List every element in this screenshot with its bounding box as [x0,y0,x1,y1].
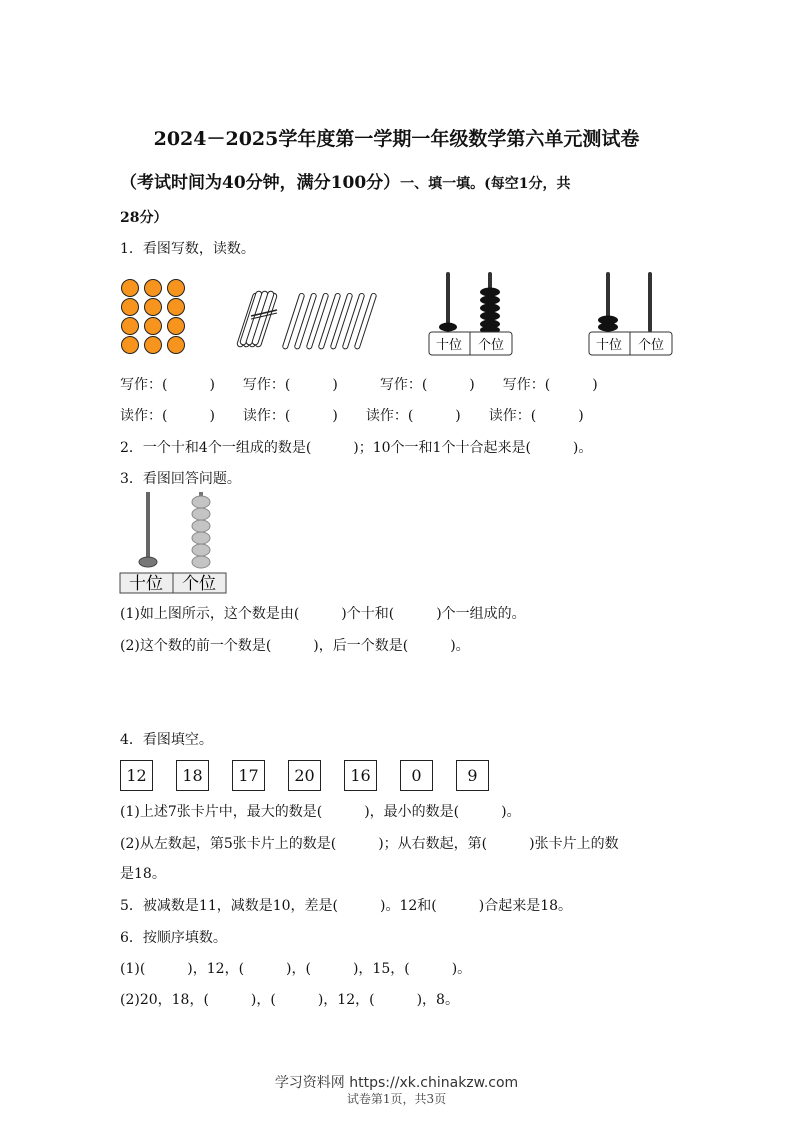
q1-read-row: 读作：( ) 读作：( ) 读作：( ) 读作：( ) [120,408,584,424]
q4-sub2b: 是18。 [120,866,166,882]
q4-sub2a: (2)从左数起，第5张卡片上的数是( )；从右数起，第( )张卡片上的数 [120,836,619,852]
counter-dot [122,280,139,297]
counter-dot [122,299,139,316]
q1-write-row: 写作：( ) 写作：( ) 写作：( ) 写作：( ) [120,377,598,393]
section-heading-cont: 28分） [120,210,168,226]
page-title: 2024－2025学年度第一学期一年级数学第六单元测试卷 [153,128,640,150]
counter-dot [145,280,162,297]
number-card: 0 [400,760,433,791]
q3-sub2: (2)这个数的前一个数是( )，后一个数是( )。 [120,638,470,654]
number-card: 20 [288,760,321,791]
counters-image [118,276,188,356]
tens-label: 十位 [435,338,463,353]
q4-prompt: 4．看图填空。 [120,732,213,748]
q1-prompt: 1．看图写数，读数。 [120,241,255,257]
q6-prompt: 6．按顺序填数。 [120,930,227,946]
abacus-3 [119,490,229,595]
q3-prompt: 3．看图回答问题。 [120,471,241,487]
bead [439,323,457,332]
counter-dot [168,318,185,335]
exam-subtitle [120,168,571,193]
counter-dot [145,299,162,316]
sticks-image [243,286,378,352]
q6-sub1: (1)( )，12，( )，( )，15，( )。 [120,961,472,977]
number-card: 17 [232,760,265,791]
ones-label: 个位 [637,338,665,353]
tens-label: 十位 [595,338,623,353]
counter-dot [122,318,139,335]
counter-dot [145,318,162,335]
counter-dot [168,337,185,354]
watermark: 学习资料网 https://xk.chinakzw.com [274,1075,519,1091]
page-number: 试卷第1页，共3页 [346,1092,447,1106]
q3-sub1: (1)如上图所示，这个数是由( )个十和( )个一组成的。 [120,606,526,622]
q5-text: 5．被减数是11，减数是10，差是( )。12和( )合起来是18。 [120,898,573,914]
bead [139,557,157,567]
number-card: 16 [344,760,377,791]
number-card: 18 [176,760,209,791]
counter-dot [122,337,139,354]
number-card: 12 [120,760,153,791]
q6-sub2: (2)20，18，( )，( )，12，( )，8。 [120,992,459,1008]
counter-dot [168,299,185,316]
abacus-2 [588,270,674,358]
ones-label: 个位 [477,338,505,353]
tens-label: 十位 [129,574,163,594]
q2-text: 2．一个十和4个一组成的数是( )；10个一和1个十合起来是( )。 [120,440,593,456]
counter-dot [168,280,185,297]
number-card: 9 [456,760,489,791]
section-heading: 一、填一填。(每空1分，共 [400,176,571,192]
ones-label: 个位 [182,574,216,594]
exam-info: （考试时间为40分钟，满分100分） [120,173,401,193]
counter-dot [145,337,162,354]
q4-sub1: (1)上述7张卡片中，最大的数是( )，最小的数是( )。 [120,804,521,820]
abacus-1 [428,270,514,358]
stick-bundle [236,290,277,347]
loose-sticks [282,293,377,350]
